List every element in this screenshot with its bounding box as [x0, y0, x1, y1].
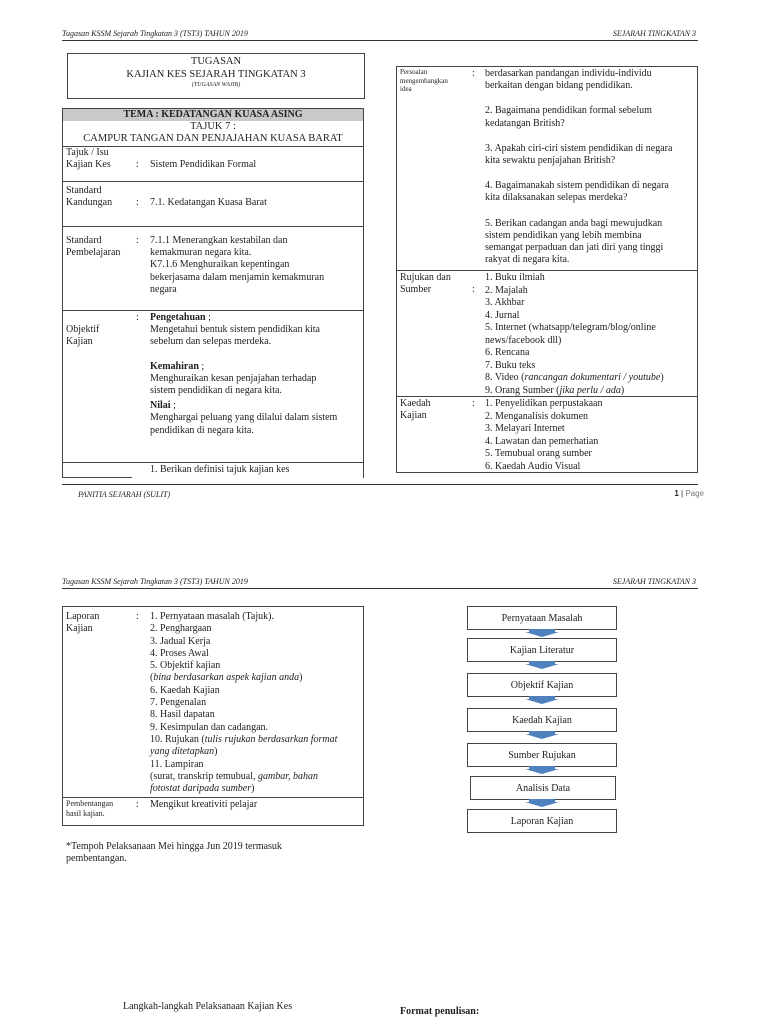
flow-step-5: Sumber Rujukan: [467, 743, 617, 767]
rujukan-list: 1. Buku ilmiah 2. Majalah 3. Akhbar 4. Jurnal 5. Internet (whatsapp/telegram/blog/online news/facebook dll) 6. Rencana 7. Buku teks 8. Video (rancangan dokumentari / youtube) 9. Orang Sumber (jika perlu / ada): [485, 272, 664, 396]
page-separator: [0, 508, 768, 553]
page2-header-rule: [62, 588, 698, 589]
page2-header-right: SEJARAH TINGKATAN 3: [612, 577, 696, 586]
page1-header-rule: [62, 40, 698, 41]
flow-step-1: Pernyataan Masalah: [467, 606, 617, 630]
laporan-kajian-list: 1. Pernyataan masalah (Tajuk). 2. Penghargaan 3. Jadual Kerja 4. Proses Awal 5. Objektif kajian (bina berdasarkan aspek kajian anda) 6. Kaedah Kajian 7. Pengenalan 8. Hasil dapatan 9. Kesimpulan dan cadangan. 10. Rujukan (tulis rujukan berdasarkan format yang ditetapkan) 11. Lampiran (surat, transkrip temubual, gambar, bahan fotostat daripada sumber): [150, 611, 338, 795]
title-tugasan: TUGASAN: [190, 56, 242, 67]
objektif-kajian-label: Objektif Kajian: [66, 324, 100, 348]
tajuk-isu-label: Tajuk / Isu Kajian Kes: [66, 147, 111, 171]
page1-footer-left: PANITIA SEJARAH (SULIT): [78, 490, 171, 499]
standard-kandungan-label: Standard Kandungan: [66, 185, 113, 209]
page2-header-left: Tugasan KSSM Sejarah Tingkatan 3 (TST3) TAHUN 2019: [62, 577, 248, 586]
tajuk-title: CAMPUR TANGAN DAN PENJAJAHAN KUASA BARAT: [83, 133, 343, 144]
page-number: 1 | Page: [674, 489, 704, 498]
standard-pembelajaran-label: Standard Pembelajaran: [66, 235, 121, 259]
standard-pembelajaran-value: 7.1.1 Menerangkan kestabilan dan kemakmuran negara kita. K7.1.6 Menghuraikan kepentingan bekerjasama dalam menjamin kemakmuran negara: [150, 235, 325, 295]
page1-header-left: Tugasan KSSM Sejarah Tingkatan 3 (TST3) TAHUN 2019: [62, 29, 248, 38]
standard-kandungan-value: 7.1. Kedatangan Kuasa Barat: [150, 197, 267, 208]
persoalan-value: berdasarkan pandangan individu-individu berkaitan dengan bidang pendidikan. 2. Bagaimana pendidikan formal sebelum kedatangan British? 3. Apakah ciri-ciri sistem pendidikan di negara kita sewaktu penjajahan British? 4. Bagaimanakah sistem pendidikan di negara kita dilaksanakan selepas merdeka? 5. Berikan cadangan anda bagi mewujudkan sistem pendidikan yang lebih membina semangat perpaduan dan jati diri yang tinggi rakyat di negara kita.: [485, 68, 673, 266]
tema-heading: TEMA : KEDATANGAN KUASA ASING: [63, 109, 363, 121]
pembentangan-value: Mengikut kreativiti pelajar: [150, 799, 258, 810]
format-penulisan-heading: Format penulisan:: [400, 1006, 480, 1017]
title-box: [67, 53, 365, 99]
title-kajian-kes: KAJIAN KES SEJARAH TINGKATAN 3: [126, 68, 306, 80]
rujukan-label: Rujukan dan Sumber: [400, 272, 451, 296]
kaedah-label: Kaedah Kajian: [400, 398, 431, 422]
flow-step-2: Kajian Literatur: [467, 638, 617, 662]
tempoh-note: *Tempoh Pelaksanaan Mei hingga Jun 2019 termasuk pembentangan.: [66, 841, 282, 865]
langkah-caption: Langkah-langkah Pelaksanaan Kajian Kes: [123, 1001, 293, 1012]
tajuk-isu-value: Sistem Pendidikan Formal: [150, 159, 257, 170]
page1-header-right: SEJARAH TINGKATAN 3: [612, 29, 696, 38]
title-tugasan-wajib: (TUGASAN WAJIB): [191, 82, 241, 89]
persoalan-label: Persoalan mengembangkan idea: [400, 68, 448, 93]
laporan-kajian-label: Laporan Kajian: [66, 611, 100, 635]
flow-step-7: Laporan Kajian: [467, 809, 617, 833]
flow-step-6: Analisis Data: [470, 776, 616, 800]
pembentangan-label: Pembentangan hasil kajian.: [66, 799, 114, 818]
flow-step-4: Kaedah Kajian: [467, 708, 617, 732]
page1-footer-rule: [62, 484, 698, 485]
tajuk-number: TAJUK 7 :: [190, 121, 236, 132]
objektif-kajian-value: Pengetahuan ; Mengetahui bentuk sistem pendidikan kita sebelum dan selepas merdeka. Kemahiran ; Menghuraikan kesan penjajahan terhadap sistem pendidikan di negara kita. Nilai ; Menghargai peluang yang dilalui dalam sistem pendidikan di negara kita.: [150, 312, 338, 436]
question-1: 1. Berikan definisi tajuk kajian kes: [150, 464, 290, 475]
flow-step-3: Objektif Kajian: [467, 673, 617, 697]
kaedah-list: 1. Penyelidikan perpustakaan 2. Menganalisis dokumen 3. Melayari Internet 4. Lawatan dan pemerhatian 5. Temubual orang sumber 6. Kaedah Audio Visual: [485, 398, 603, 472]
